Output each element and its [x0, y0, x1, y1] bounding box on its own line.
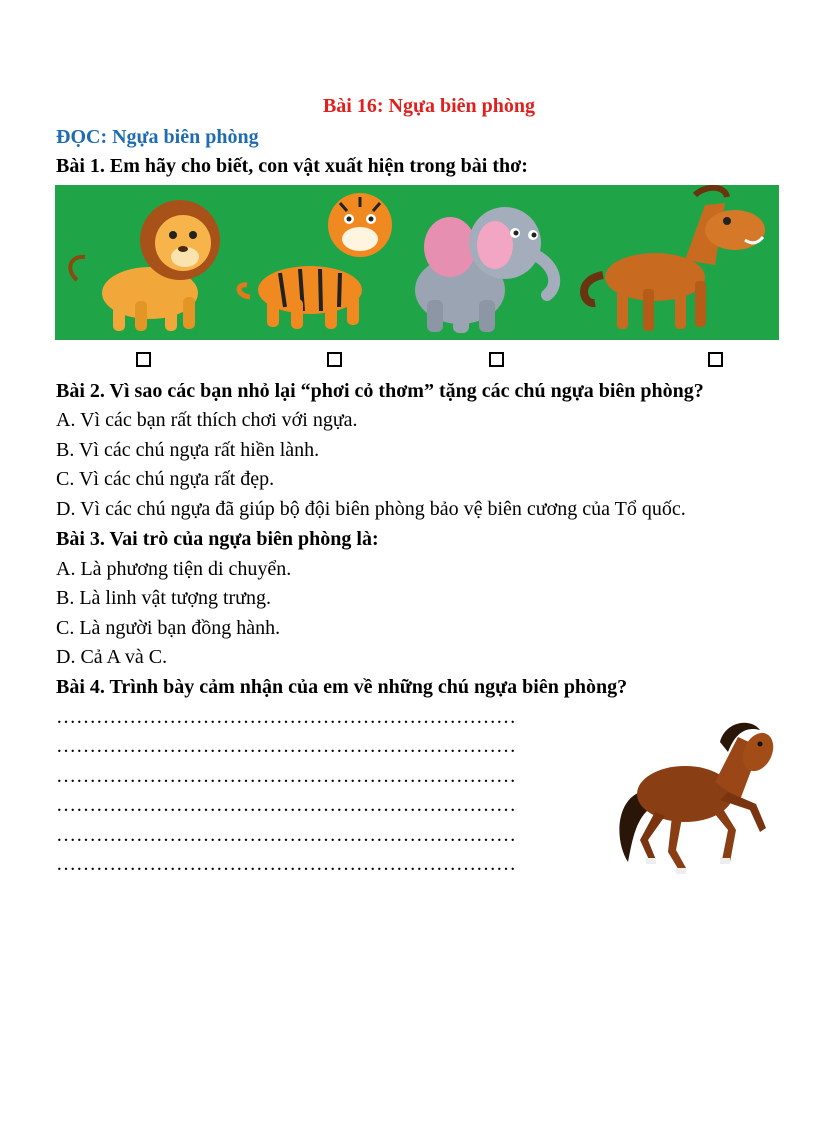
answer-line[interactable]: …………………………………………………………… — [56, 706, 516, 728]
answer-line[interactable]: …………………………………………………………… — [56, 735, 516, 757]
q2-option-b: B. Vì các chú ngựa rất hiền lành. — [56, 439, 320, 461]
question-4: Bài 4. Trình bày cảm nhận của em về những chú ngựa biên phòng? — [56, 676, 628, 698]
tiger-illustration — [239, 193, 392, 329]
elephant-checkbox[interactable] — [489, 352, 504, 367]
answer-line[interactable]: …………………………………………………………… — [56, 824, 516, 846]
answer-line[interactable]: …………………………………………………………… — [56, 853, 516, 875]
running-horse-image — [610, 712, 775, 877]
answer-line[interactable]: …………………………………………………………… — [56, 765, 516, 787]
q2-option-d: D. Vì các chú ngựa đã giúp bộ đội biên phòng bảo vệ biên cương của Tổ quốc. — [56, 498, 686, 520]
q3-option-d: D. Cả A và C. — [56, 646, 168, 668]
lion-illustration — [70, 200, 220, 331]
answer-line[interactable]: …………………………………………………………… — [56, 794, 516, 816]
q2-option-c: C. Vì các chú ngựa rất đẹp. — [56, 468, 275, 490]
question-1: Bài 1. Em hãy cho biết, con vật xuất hiện trong bài thơ: — [56, 155, 528, 177]
question-2: Bài 2. Vì sao các bạn nhỏ lại “phơi cỏ thơm” tặng các chú ngựa biên phòng? — [56, 380, 704, 402]
q3-option-a: A. Là phương tiện di chuyển. — [56, 558, 292, 580]
section-heading: ĐỌC: Ngựa biên phòng — [56, 126, 259, 148]
elephant-illustration — [415, 207, 554, 333]
question-3: Bài 3. Vai trò của ngựa biên phòng là: — [56, 528, 379, 550]
q3-option-b: B. Là linh vật tượng trưng. — [56, 587, 272, 609]
tiger-checkbox[interactable] — [327, 352, 342, 367]
animals-banner — [55, 185, 779, 340]
horse-illustration — [584, 188, 765, 331]
lion-checkbox[interactable] — [136, 352, 151, 367]
q2-option-a: A. Vì các bạn rất thích chơi với ngựa. — [56, 409, 358, 431]
page-title: Bài 16: Ngựa biên phòng — [322, 95, 536, 117]
horse-checkbox[interactable] — [708, 352, 723, 367]
q3-option-c: C. Là người bạn đồng hành. — [56, 617, 281, 639]
